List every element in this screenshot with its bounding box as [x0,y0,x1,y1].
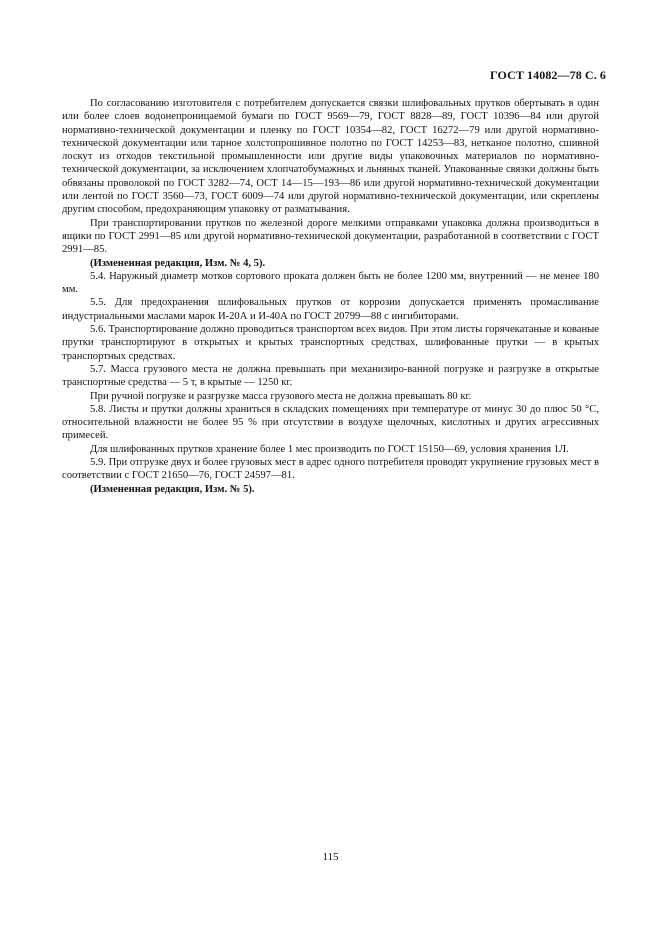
paragraph-5-9: 5.9. При отгрузке двух и более грузовых мест в адрес одного потребителя проводят укрупнение грузовых мест в соответствии с ГОСТ 21650—76, ГОСТ 24597—81. [62,457,599,482]
paragraph-5-7: 5.7. Масса грузового места не должна превышать при механизиро-ванной погрузке и разгрузке в открытые транспортные средства — 5 т, в крытые — 1250 кг. [62,363,599,389]
paragraph-manual-loading: При ручной погрузке и разгрузке масса грузового места не должна превышать 80 кг. [90,390,472,402]
paragraph-5-5: 5.5. Для предохранения шлифовальных прутков от коррозии допускается применять промасливание индустриальными маслами марок И-20А и И-40А по ГОСТ 20799—88 с ингибиторами. [62,297,599,322]
paragraph-rail-transport: При транспортировании прутков по железной дороге мелкими отправками упаковка должна производиться в ящики по ГОСТ 2991—85 или другой нормативно-технической документации, разработанной в соответствии с ГОСТ 2991—85. [62,217,599,256]
paragraph-wrapping: По согласованию изготовителя с потребителем допускается связки шлифовальных прутков обертывать в один или более слоев водонепроницаемой бумаги по ГОСТ 9569—79, ГОСТ 8828—89, ГОСТ 10396—84 или другой нормативно-технической документации и пленку по ГОСТ 10354—82, ГОСТ 16272—79 или другой нормативно-технической документации или тарное холстопрошивное полотно по ГОСТ 14253—83, нетканое полотно, сшивной лоскут из отходов текстильной промышленности или другие виды упаковочных материалов по нормативно-технической документации, за исключением хлопчатобумажных и льняных тканей. Упакованные связки должны быть обвязаны проволокой по ГОСТ 3282—74, ОСТ 14—15—193—86 или другой нормативно-технической документации или лентой по ГОСТ 3560—73, ГОСТ 6009—74 или другой нормативно-технической документации, или скреплены другим способом, предохраняющим упаковку от разматывания. [62,98,599,216]
document-body [62,97,599,496]
page-number: 115 [322,851,339,863]
paragraph-storage: Для шлифованных прутков хранение более 1 мес производить по ГОСТ 15150—69, условия хранения 1Л. [90,443,569,455]
paragraph-5-8: 5.8. Листы и прутки должны храниться в складских помещениях при температуре от минус 30 до плюс 50 °С, относительной влажности не более 95 % при отсутствии в воздухе щелочных, кислотных и других агрессивных примесей. [62,403,599,442]
document-header: ГОСТ 14082—78 С. 6 [490,68,606,82]
paragraph-5-6: 5.6. Транспортирование должно проводиться транспортом всех видов. При этом листы горячекатаные и кованые прутки транспортируют в открытых и крытых транспортных средствах, шлифованные прутки — в крытых транспортных средствах. [62,324,599,362]
amendment-note: (Измененная редакция, Изм. № 5). [90,483,255,495]
paragraph-5-4: 5.4. Наружный диаметр мотков сортового проката должен быть не более 1200 мм, внутренний — не менее 180 мм. [62,270,599,296]
amendment-note: (Измененная редакция, Изм. № 4, 5). [90,257,266,269]
